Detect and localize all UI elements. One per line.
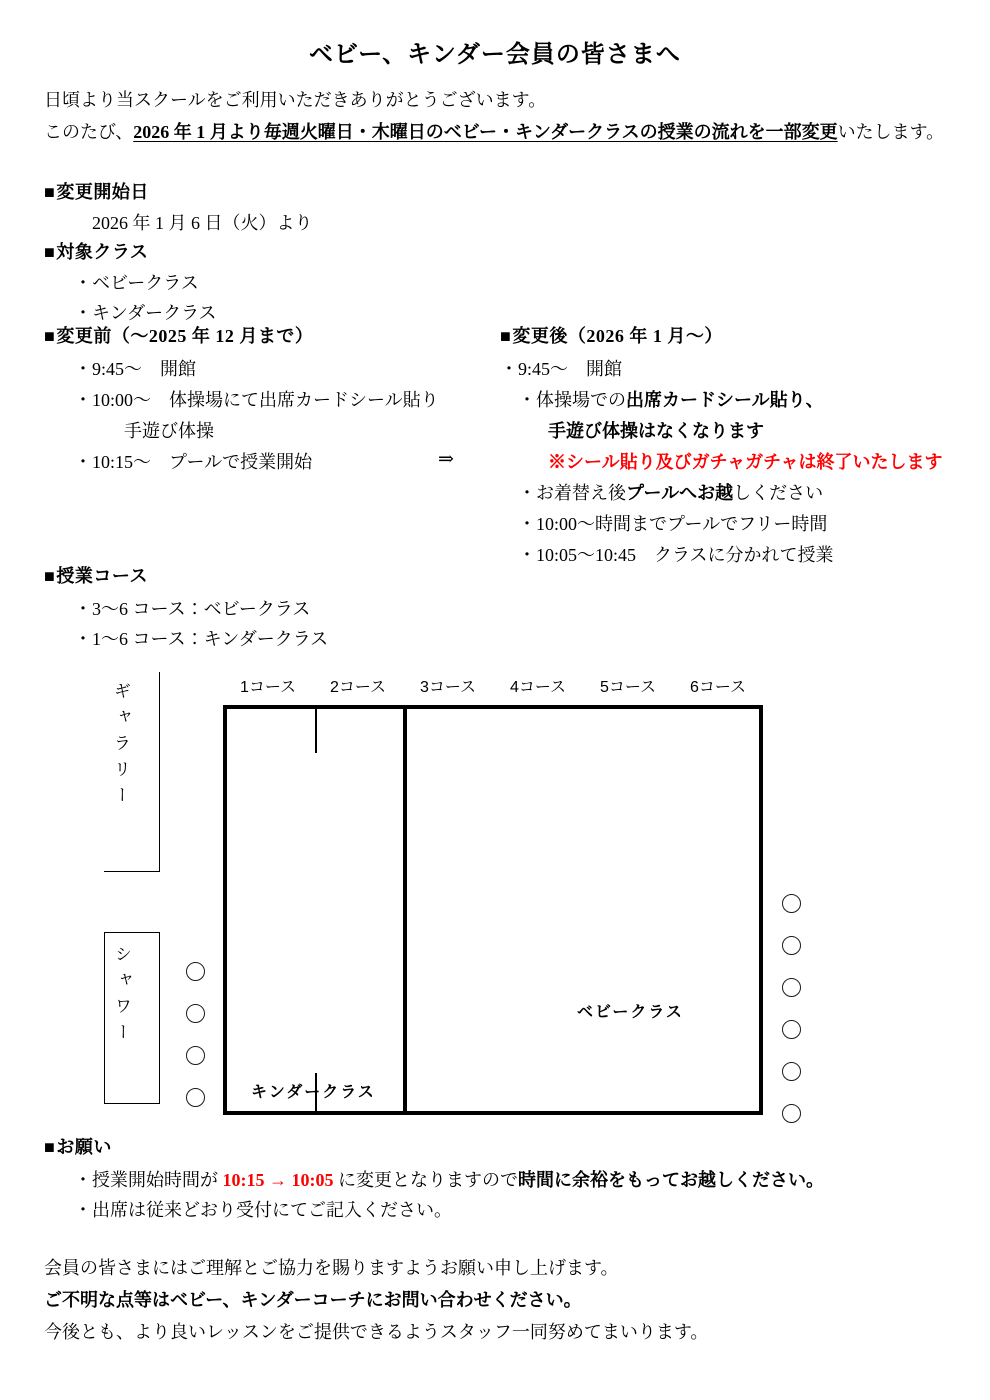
course-heading: ■ 授業コース: [44, 562, 328, 588]
baby-area-label: ベビークラス: [577, 1004, 684, 1021]
request-item: ・ 出席は従来どおり受付にてご記入ください。: [44, 1195, 824, 1225]
before-item: ・ 9:45～ 開館: [44, 354, 504, 385]
after-item-plain: 体操場での: [536, 390, 626, 410]
after-item: [500, 385, 970, 416]
lane-label: 2コース: [329, 679, 387, 696]
request-bullet: ・: [74, 1170, 92, 1190]
closing-line-1: 会員の皆さまにはご理解とご協力を賜りますようお願い申し上げます。: [44, 1258, 619, 1278]
gallery-bracket: [104, 672, 160, 872]
after-item: [500, 478, 970, 509]
course-section: [44, 562, 328, 654]
after-item-bullet: ・: [518, 483, 536, 503]
right-marker-circle: [782, 936, 801, 955]
lane-label: 6コース: [689, 679, 747, 696]
request-item: [44, 1165, 824, 1195]
request-time-change: 10:15 → 10:05: [222, 1170, 334, 1190]
after-notice-red: ※シール貼り及びガチャガチャは終了いたします: [548, 452, 943, 472]
course-item: ・ 1～6 コース：キンダークラス: [44, 624, 328, 654]
target-class-item: ・ キンダークラス: [44, 298, 217, 328]
intro-paragraph: [44, 84, 954, 148]
target-class-section: [44, 238, 217, 328]
lane-tick-top: [315, 709, 317, 753]
gallery-label: ギャラリー: [111, 682, 130, 812]
kinder-area-label: キンダークラス: [251, 1084, 376, 1101]
after-section: [500, 322, 970, 571]
right-marker-circle: [782, 1062, 801, 1081]
after-item-bold: 出席カードシール貼り、: [626, 390, 824, 410]
pool-diagram: [0, 660, 990, 1130]
lane-label: 1コース: [239, 679, 297, 696]
right-marker-circle: [782, 1104, 801, 1123]
after-item-bullet: ・: [518, 390, 536, 410]
before-item-continuation: 手遊び体操: [124, 421, 214, 441]
shower-label: シャワー: [112, 945, 131, 1049]
request-bold: 時間に余裕をもってお越しください。: [518, 1170, 824, 1190]
left-marker-circle: [186, 962, 205, 981]
request-prefix: 授業開始時間が: [92, 1170, 223, 1190]
lane-label: 5コース: [599, 679, 657, 696]
closing-line-2: ご不明な点等はベビー、キンダーコーチにお問い合わせください。: [44, 1290, 582, 1310]
requests-heading: ■ お願い: [44, 1133, 824, 1159]
intro-line-2: [44, 116, 954, 148]
request-mid: に変更となりますので: [333, 1170, 518, 1190]
intro-line2-emphasis: 2026 年 1 月より毎週火曜日・木曜日のベビー・キンダークラスの授業の流れを一部変更: [133, 122, 838, 142]
intro-line2-suffix: いたします。: [837, 122, 945, 142]
after-heading: ■ 変更後（2026 年 1 月～）: [500, 322, 970, 348]
start-date-section: [44, 178, 313, 238]
before-item: ・ 10:00～ 体操場にて出席カードシール貼り: [44, 385, 504, 416]
closing-section: [44, 1252, 708, 1348]
intro-line2-prefix: このたび、: [44, 122, 134, 142]
start-date-value: 2026 年 1 月 6 日（火）より: [92, 213, 313, 233]
right-marker-circle: [782, 1020, 801, 1039]
before-section: [44, 322, 504, 478]
course-item: ・ 3～6 コース：ベビークラス: [44, 594, 328, 624]
target-class-heading: ■ 対象クラス: [44, 238, 217, 264]
after-item: ・ 9:45～ 開館: [500, 354, 970, 385]
target-class-item: ・ ベビークラス: [44, 268, 217, 298]
after-item: ・ 10:00～時間までプールでフリー時間: [500, 509, 970, 540]
left-marker-circle: [186, 1088, 205, 1107]
right-marker-circle: [782, 978, 801, 997]
intro-line-1: 日頃より当スクールをご利用いただきありがとうございます。: [44, 90, 547, 110]
requests-section: [44, 1133, 824, 1225]
after-item-plain-2: しください: [733, 483, 824, 503]
after-item-continuation: 手遊び体操はなくなります: [548, 421, 764, 441]
closing-line-3: 今後とも、より良いレッスンをご提供できるようスタッフ一同努めてまいります。: [44, 1322, 709, 1342]
pool-rectangle: [223, 705, 763, 1115]
lane-label: 3コース: [419, 679, 477, 696]
after-item-plain: お着替え後: [536, 483, 626, 503]
after-item: ・ 10:05～10:45 クラスに分かれて授業: [500, 540, 970, 571]
lane-label: 4コース: [509, 679, 567, 696]
shower-bracket: [104, 932, 160, 1104]
pool-divider-line: [403, 709, 407, 1111]
before-heading: ■ 変更前（～2025 年 12 月まで）: [44, 322, 504, 348]
page-title: ベビー、キンダー会員の皆さまへ: [309, 42, 681, 68]
left-marker-circle: [186, 1004, 205, 1023]
left-marker-circle: [186, 1046, 205, 1065]
change-arrow-icon: ⇒: [438, 449, 454, 470]
lane-label-row: [223, 674, 763, 697]
after-item-bold: プールへお越: [626, 483, 734, 503]
start-date-heading: ■ 変更開始日: [44, 178, 313, 204]
right-marker-circle: [782, 894, 801, 913]
before-item: ・ 10:15～ プールで授業開始: [44, 447, 504, 478]
